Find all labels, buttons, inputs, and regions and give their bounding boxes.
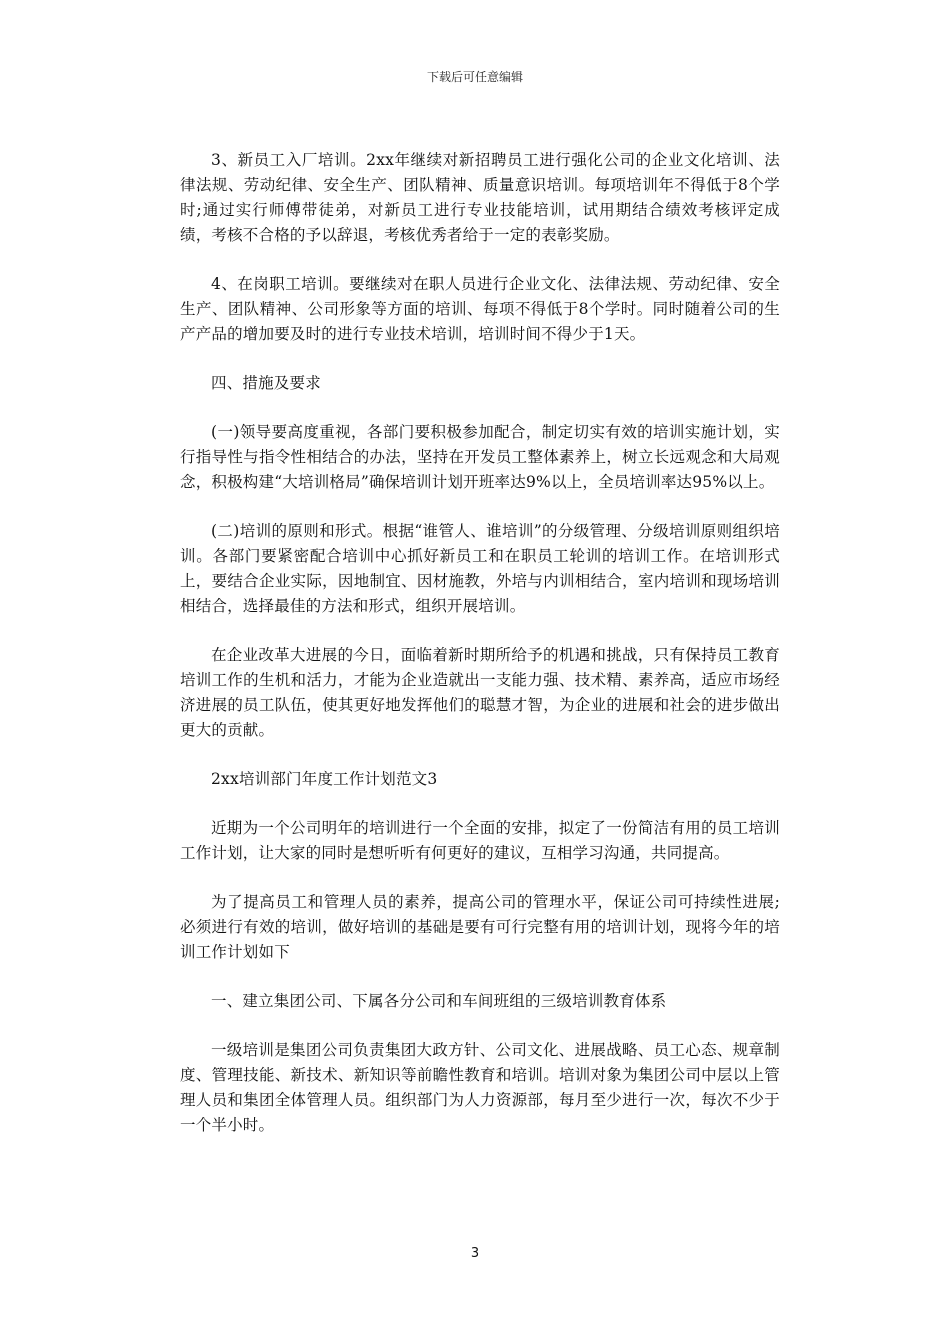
- paragraph-measure-1: (一)领导要高度重视，各部门要积极参加配合，制定切实有效的培训实施计划，实行指导性与指令性相结合的办法，坚持在开发员工整体素养上，树立长远观念和大局观念，积极构建“大培训格局”确保培训计划开班率达9%以上，全员培训率达95%以上。: [180, 423, 780, 491]
- section-heading-measures: 四、措施及要求: [211, 374, 321, 392]
- page-header-note: 下载后可任意编辑: [426, 70, 523, 84]
- sample-title: 2xx培训部门年度工作计划范文3: [211, 770, 438, 788]
- section-heading-system: 一、建立集团公司、下属各分公司和车间班组的三级培训教育体系: [211, 992, 667, 1010]
- paragraph-new-employee-training: 3、新员工入厂培训。2xx年继续对新招聘员工进行强化公司的企业文化培训、法律法规、劳动纪律、安全生产、团队精神、质量意识培训。每项培训年不得低于8个学时;通过实行师傅带徒弟，对新员工进行专业技能培训，试用期结合绩效考核评定成绩，考核不合格的予以辞退，考核优秀者给于一定的表彰奖励。: [180, 151, 780, 244]
- document-body: [180, 148, 780, 1162]
- paragraph-measure-2: (二)培训的原则和形式。根据“谁管人、谁培训”的分级管理、分级培训原则组织培训。各部门要紧密配合培训中心抓好新员工和在职员工轮训的培训工作。在培训形式上，要结合企业实际，因地制宜、因材施教，外培与内训相结合，室内培训和现场培训相结合，选择最佳的方法和形式，组织开展培训。: [180, 522, 780, 615]
- paragraph-level-one-training: 一级培训是集团公司负责集团大政方针、公司文化、进展战略、员工心态、规章制度、管理技能、新技术、新知识等前瞻性教育和培训。培训对象为集团公司中层以上管理人员和集团全体管理人员。组织部门为人力资源部，每月至少进行一次，每次不少于一个半小时。: [180, 1041, 780, 1134]
- paragraph-purpose: 为了提高员工和管理人员的素养，提高公司的管理水平，保证公司可持续性进展;必须进行有效的培训，做好培训的基础是要有可行完整有用的培训计划，现将今年的培训工作计划如下: [180, 893, 780, 961]
- page-number: 3: [470, 1246, 480, 1261]
- paragraph-intro: 近期为一个公司明年的培训进行一个全面的安排，拟定了一份简洁有用的员工培训工作计划，让大家的同时是想听听有何更好的建议，互相学习沟通，共同提高。: [180, 819, 780, 862]
- paragraph-conclusion: 在企业改革大进展的今日，面临着新时期所给予的机遇和挑战，只有保持员工教育培训工作的生机和活力，才能为企业造就出一支能力强、技术精、素养高，适应市场经济进展的员工队伍，使其更好地发挥他们的聪慧才智，为企业的进展和社会的进步做出更大的贡献。: [180, 646, 780, 739]
- paragraph-onjob-training: 4、在岗职工培训。要继续对在职人员进行企业文化、法律法规、劳动纪律、安全生产、团队精神、公司形象等方面的培训、每项不得低于8个学时。同时随着公司的生产产品的增加要及时的进行专业技术培训，培训时间不得少于1天。: [180, 275, 780, 343]
